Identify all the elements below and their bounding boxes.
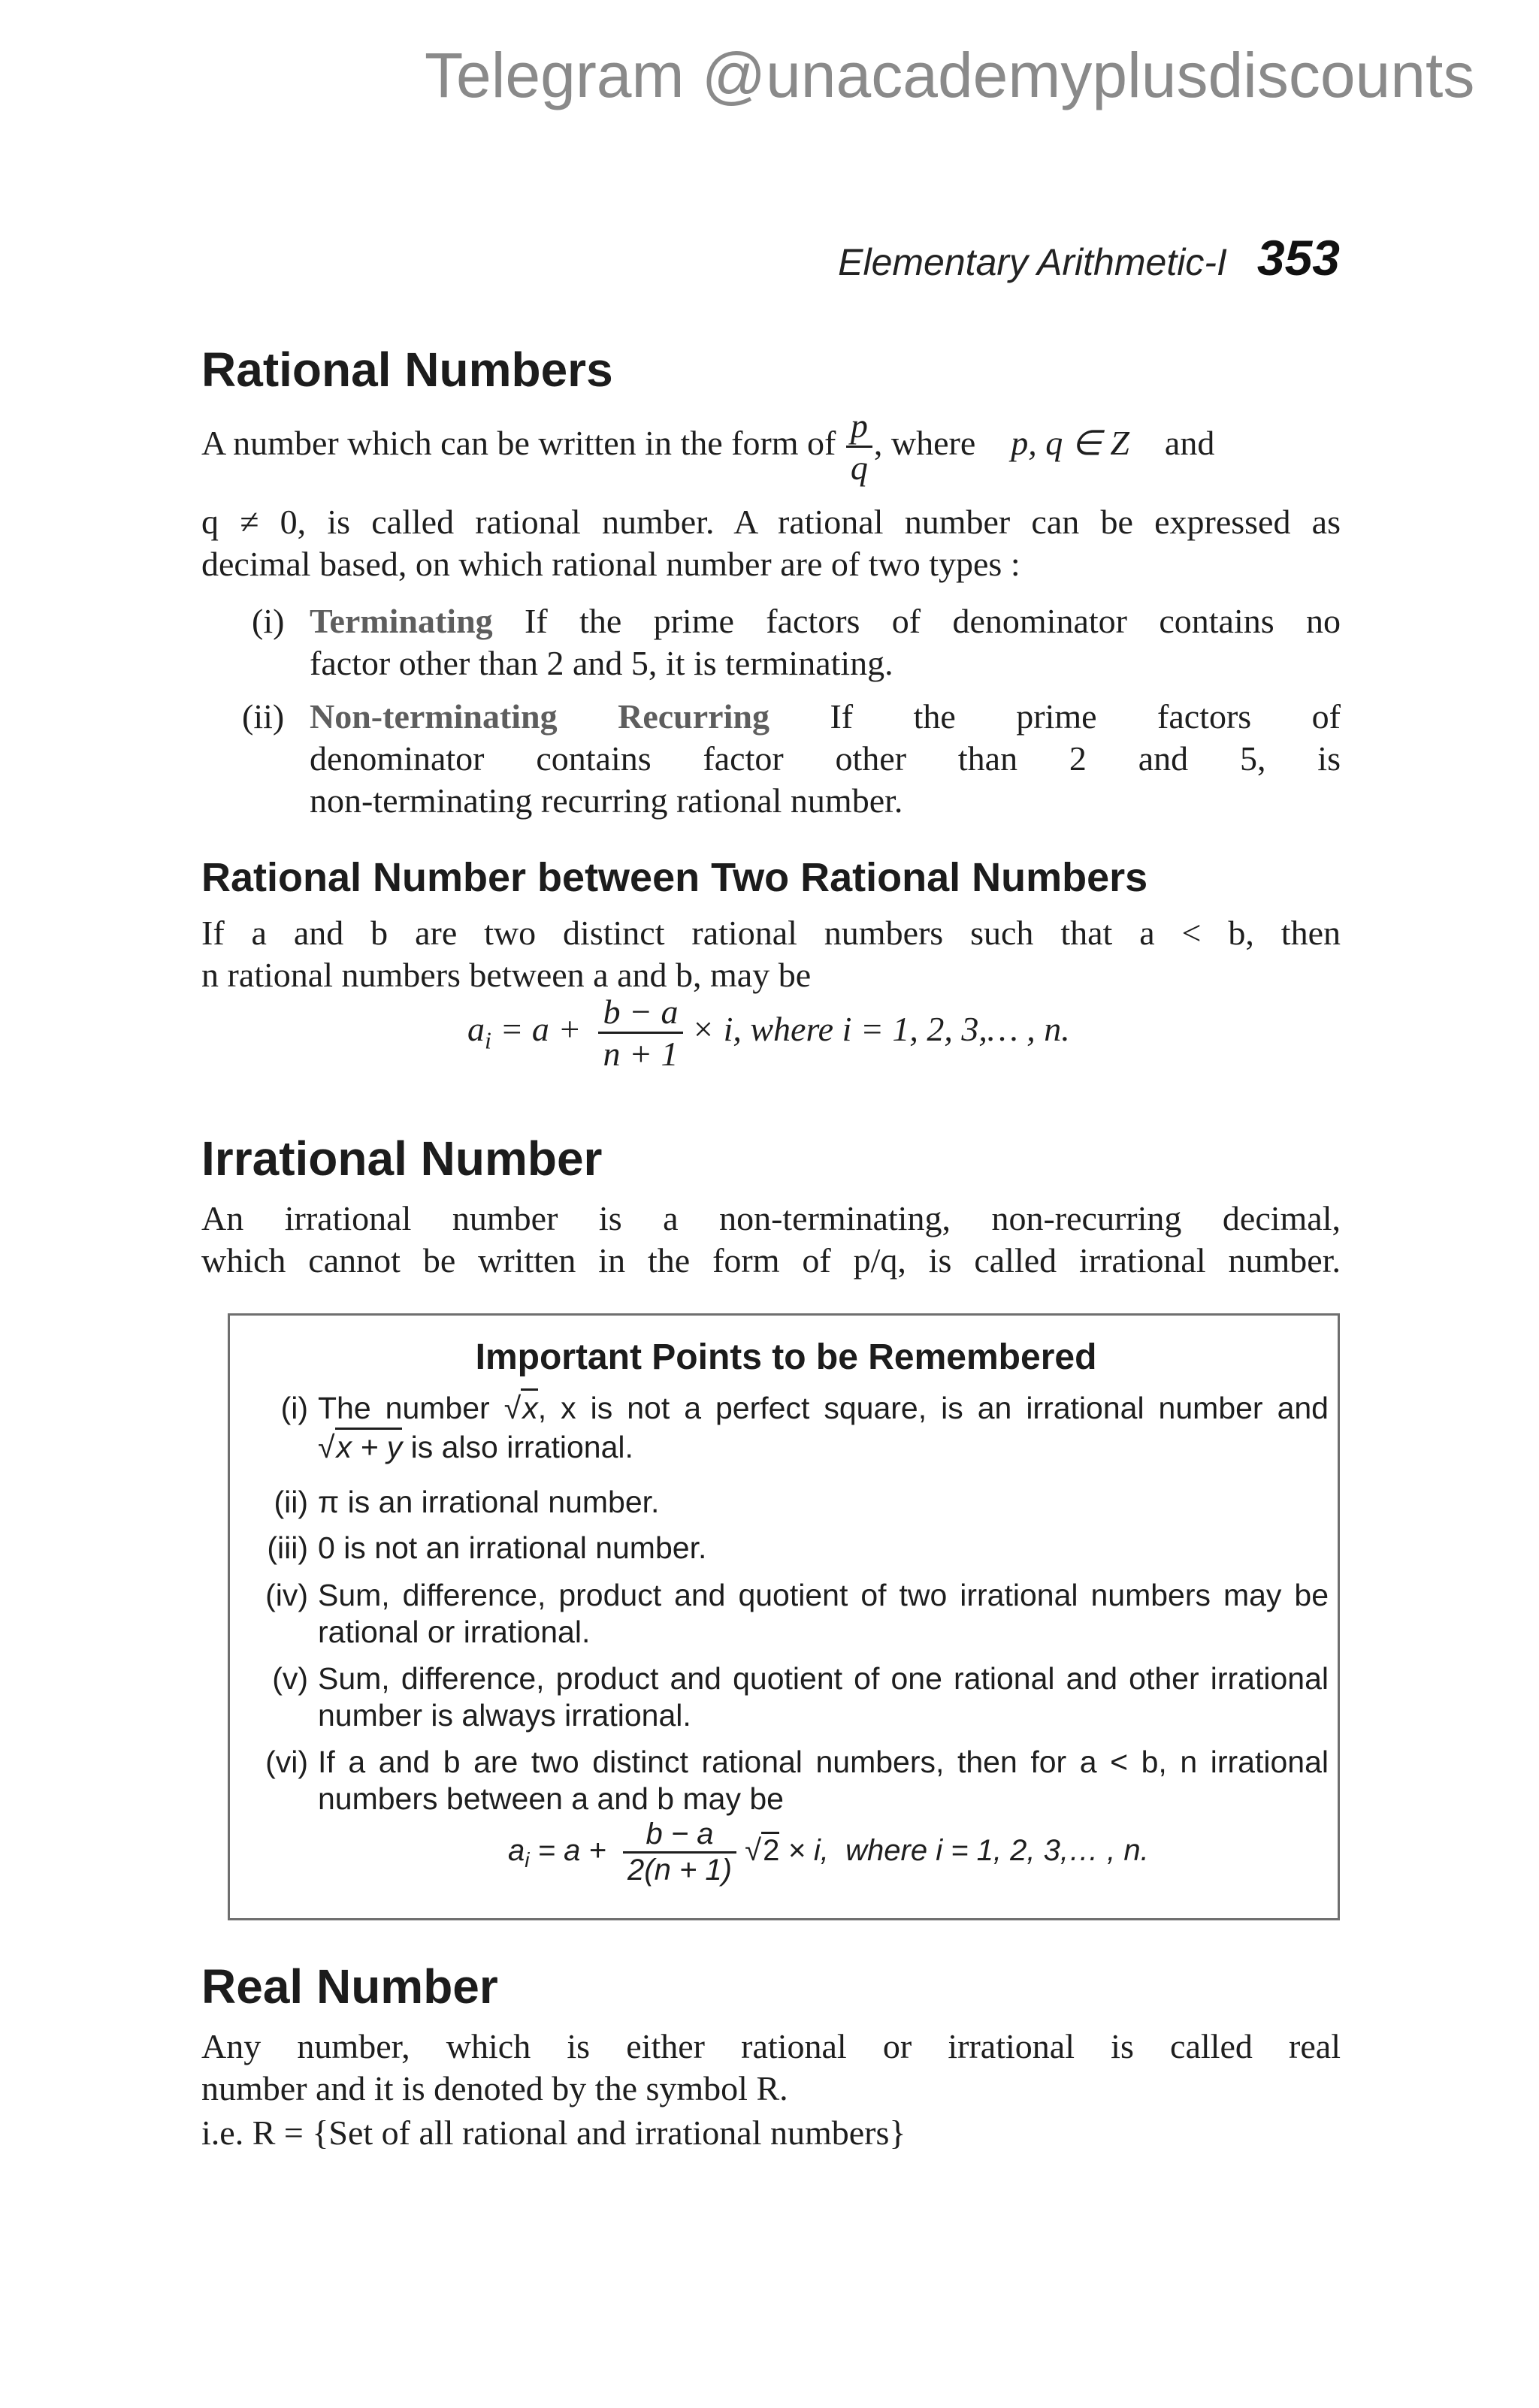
item-recurring-text: If the prime factors of (830, 697, 1341, 736)
box-item-number-iv: (iv) (265, 1578, 308, 1612)
heading-real-number: Real Number (201, 1959, 498, 2014)
heading-rational-between: Rational Number between Two Rational Numbers (201, 855, 1148, 900)
formula-fraction (598, 992, 682, 1074)
term-non-terminating-recurring: Non-terminating Recurring (310, 697, 770, 736)
item-terminating-text-2: factor other than 2 and 5, it is terminating. (310, 644, 893, 682)
sqrt-x-plus-y-radicand: x + y (335, 1428, 403, 1464)
running-head-title: Elementary Arithmetic-I (838, 241, 1227, 283)
item-terminating (310, 601, 1341, 641)
fraction-p-over-q (846, 406, 872, 488)
box-item-number-vi: (vi) (265, 1745, 308, 1779)
box-item-number-v: (v) (272, 1661, 308, 1696)
box-item-i-line-1 (318, 1391, 1329, 1426)
box-item-number-i: (i) (280, 1391, 308, 1425)
between-line-1: If a and b are two distinct rational numbers such that a < b, then (201, 914, 1341, 952)
formula-denominator: n + 1 (598, 1032, 682, 1074)
item-recurring (310, 696, 1341, 736)
box-formula-eq: = a + (529, 1834, 615, 1868)
formula-eq: = a + (491, 1010, 590, 1049)
between-formula (467, 992, 1070, 1074)
box-item-i-text: The number (318, 1391, 490, 1425)
real-line-1: Any number, which is either rational or irrational is called real (201, 2027, 1341, 2065)
formula-subscript: i (485, 1026, 491, 1054)
rational-line-1-where: , where (873, 424, 976, 463)
box-formula-subscript: i (525, 1848, 530, 1872)
formula-lhs: a (467, 1010, 485, 1049)
heading-rational-numbers: Rational Numbers (201, 343, 613, 397)
box-formula-denominator: 2(n + 1) (623, 1851, 736, 1887)
box-item-ii: π is an irrational number. (318, 1485, 660, 1519)
rational-line-3: decimal based, on which rational number are of two types : (201, 545, 1020, 583)
real-line-2: number and it is denoted by the symbol R. (201, 2069, 788, 2107)
rational-line-1 (201, 406, 1341, 488)
rational-line-1-text: A number which can be written in the form of (201, 424, 836, 463)
box-item-number-iii: (iii) (267, 1530, 308, 1565)
box-item-iii: 0 is not an irrational number. (318, 1530, 707, 1565)
rational-line-1-math: p, q ∈ Z (1011, 424, 1129, 463)
box-item-vi-line-2: numbers between a and b may be (318, 1781, 784, 1816)
heading-irrational-number: Irrational Number (201, 1131, 603, 1186)
box-formula-sqrt: √2 (745, 1832, 779, 1867)
box-item-number-ii: (ii) (274, 1485, 308, 1519)
item-number-i: (i) (252, 602, 285, 640)
term-terminating: Terminating (310, 602, 493, 640)
box-item-i-text-3: is also irrational. (402, 1430, 633, 1464)
box-formula (508, 1817, 1149, 1887)
formula-rhs: × i, where i = 1, 2, 3,… , n. (682, 1010, 1070, 1049)
box-item-i-line-2 (318, 1430, 633, 1465)
box-item-i-text-2: , x is not a perfect square, is an irrational number and (537, 1391, 1329, 1425)
box-item-v-line-2: number is always irrational. (318, 1698, 691, 1733)
item-recurring-text-3: non-terminating recurring rational number. (310, 781, 903, 820)
box-formula-numerator: b − a (646, 1817, 714, 1851)
fraction-denominator: q (846, 446, 872, 488)
box-title: Important Points to be Remembered (475, 1337, 1097, 1377)
item-number-ii: (ii) (242, 697, 285, 736)
box-formula-lhs: a (508, 1834, 525, 1868)
item-recurring-text-2: denominator contains factor other than 2 and 5, is (310, 739, 1341, 778)
watermark: Telegram @unacademyplusdiscounts (425, 40, 1475, 110)
box-formula-fraction (623, 1817, 736, 1887)
box-formula-rhs: × i, where i = 1, 2, 3,… , n. (779, 1834, 1149, 1868)
fraction-numerator: p (850, 406, 868, 445)
sqrt-x-plus-y: √x + y (318, 1428, 402, 1464)
between-line-2: n rational numbers between a and b, may be (201, 956, 812, 994)
real-line-3: i.e. R = {Set of all rational and irrational numbers} (201, 2113, 906, 2152)
rational-line-2: q ≠ 0, is called rational number. A rational number can be expressed as (201, 503, 1341, 541)
important-points-box (228, 1313, 1340, 1920)
irrational-line-1: An irrational number is a non-terminating, non-recurring decimal, (201, 1199, 1341, 1237)
running-head (838, 229, 1340, 286)
item-terminating-text: If the prime factors of denominator contains no (525, 602, 1341, 640)
sqrt-x-radicand: x (521, 1388, 538, 1425)
box-item-vi-line-1: If a and b are two distinct rational numbers, then for a < b, n irrational (318, 1745, 1329, 1779)
box-item-iv-line-2: rational or irrational. (318, 1615, 591, 1649)
irrational-line-2: which cannot be written in the form of p/q, is called irrational number. (201, 1241, 1341, 1280)
page-number: 353 (1256, 230, 1340, 286)
formula-numerator: b − a (603, 993, 679, 1031)
box-formula-sqrt-radicand: 2 (761, 1832, 779, 1867)
box-item-iv-line-1: Sum, difference, product and quotient of two irrational numbers may be (318, 1578, 1329, 1612)
sqrt-x: √x (504, 1388, 538, 1425)
box-item-v-line-1: Sum, difference, product and quotient of one rational and other irrational (318, 1661, 1329, 1696)
rational-line-1-and: and (1164, 424, 1215, 463)
